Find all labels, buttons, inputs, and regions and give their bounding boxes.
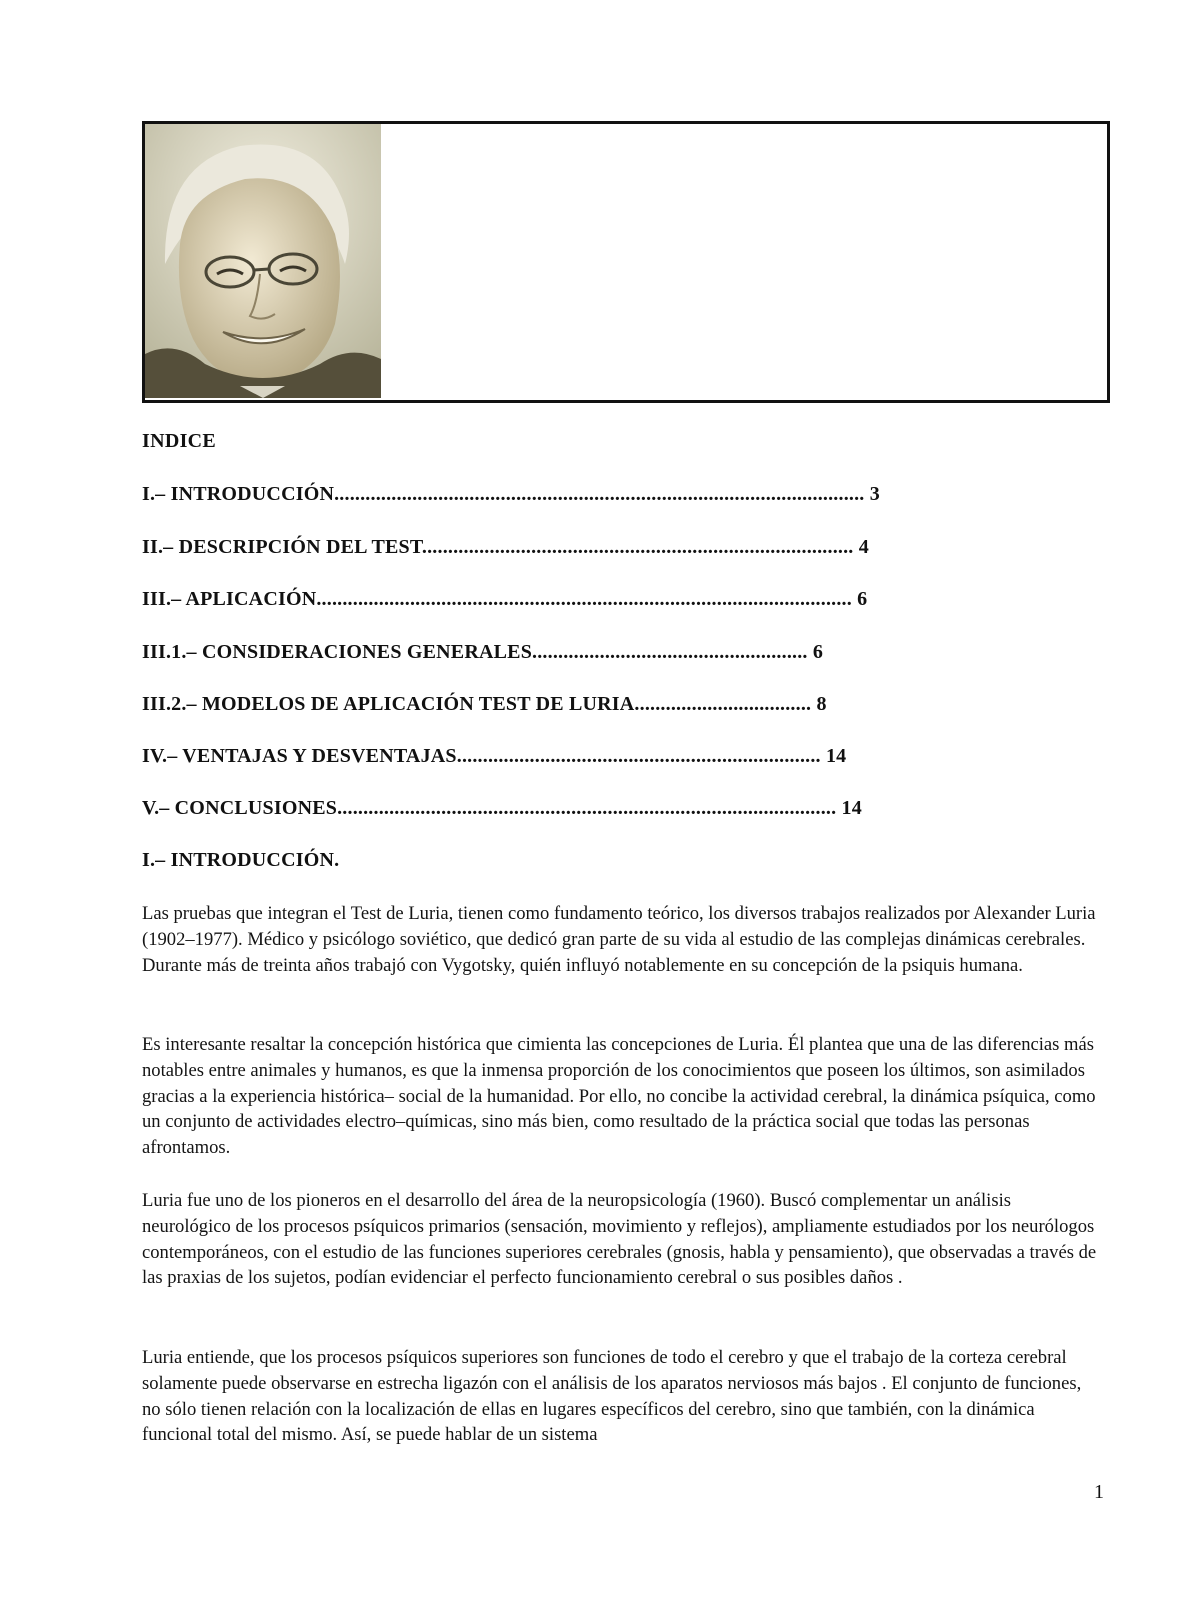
toc-page-number: 6 (812, 641, 824, 663)
toc-page-number: 14 (841, 797, 862, 819)
toc-entry-label: I.– INTRODUCCIÓN (142, 483, 335, 505)
toc-entry-aplicacion[interactable] (142, 588, 867, 611)
toc-entry-introduccion[interactable] (142, 483, 880, 506)
toc-page-number: 14 (825, 745, 847, 767)
toc-leader: ................................................................................................ (337, 797, 837, 819)
toc-entry-label: IV.– VENTAJAS Y DESVENTAJAS (142, 745, 457, 767)
toc-entry-ventajas[interactable] (142, 745, 846, 768)
toc-entry-modelos[interactable] (142, 693, 827, 716)
toc-entry-label: III.2.– MODELOS DE APLICACIÓN TEST DE LURIA (142, 693, 635, 715)
toc-title: INDICE (142, 430, 217, 452)
toc-page-number: 4 (858, 536, 869, 558)
toc-leader: .................................. (634, 693, 812, 715)
toc-page-number: 8 (816, 693, 827, 715)
toc-entry-descripcion[interactable] (142, 536, 869, 559)
paragraph-3: Luria fue uno de los pioneros en el desarrollo del área de la neuropsicología (1960). Buscó complementar un análisis neurológico de los procesos psíquicos primarios (sensación, movimiento y reflejos), ampliamente estudiados por los neurólogos contemporáneos, con el estudio de las funciones superiores cerebrales (gnosis, habla y pensamiento), que observadas a través de las praxias de los sujetos, podían evidenciar el perfecto funcionamiento cerebral o sus posibles daños . (142, 1190, 1097, 1289)
toc-entry-label: II.– DESCRIPCIÓN DEL TEST (142, 536, 422, 558)
toc-entry-consideraciones[interactable] (142, 641, 823, 664)
portrait-photo (145, 124, 381, 398)
toc-leader: ...................................................................................................... (334, 483, 865, 505)
toc-entry-label: V.– CONCLUSIONES (142, 797, 338, 819)
toc-leader: ....................................................................................................... (316, 588, 852, 610)
toc-entry-conclusiones[interactable] (142, 797, 862, 820)
section-title-introduccion: I.– INTRODUCCIÓN. (142, 849, 340, 871)
toc-page-number: 3 (869, 483, 880, 505)
toc-entry-label: III.– APLICACIÓN (142, 588, 317, 610)
toc-leader: ................................................................................... (421, 536, 854, 558)
toc-entry-label: III.1.– CONSIDERACIONES GENERALES (142, 641, 533, 663)
toc-leader: ...................................................................... (456, 745, 821, 767)
paragraph-1: Las pruebas que integran el Test de Luria, tienen como fundamento teórico, los diversos trabajos realizados por Alexander Luria (1902–1977). Médico y psicólogo soviético, que dedicó gran parte de su vida al estudio de las complejas dinámicas cerebrales. Durante más de treinta años trabajó con Vygotsky, quién influyó notablemente en su concepción de la psiquis humana. (142, 903, 1096, 976)
toc-leader: ..................................................... (532, 641, 808, 663)
paragraph-2: Es interesante resaltar la concepción histórica que cimienta las concepciones de Luria. Él plantea que una de las diferencias más notables entre animales y humanos, es que la inmensa proporción de los conocimientos que poseen los últimos, son asimilados gracias a la experiencia histórica– social de la humanidad. Por ello, no concibe la actividad cerebral, la dinámica psíquica, como un conjunto de actividades electro–químicas, sino más bien, como resultado de la práctica social que todas las personas afrontamos. (142, 1034, 1096, 1159)
page-number: 1 (1094, 1481, 1104, 1503)
paragraph-4: Luria entiende, que los procesos psíquicos superiores son funciones de todo el cerebro y que el trabajo de la corteza cerebral solamente puede observarse en estrecha ligazón con el análisis de los aparatos nerviosos más bajos . El conjunto de funciones, no sólo tienen relación con la localización de ellas en lugares específicos del cerebro, sino que también, con la dinámica funcional total del mismo. Así, se puede hablar de un sistema (142, 1347, 1082, 1446)
toc-page-number: 6 (857, 588, 868, 610)
